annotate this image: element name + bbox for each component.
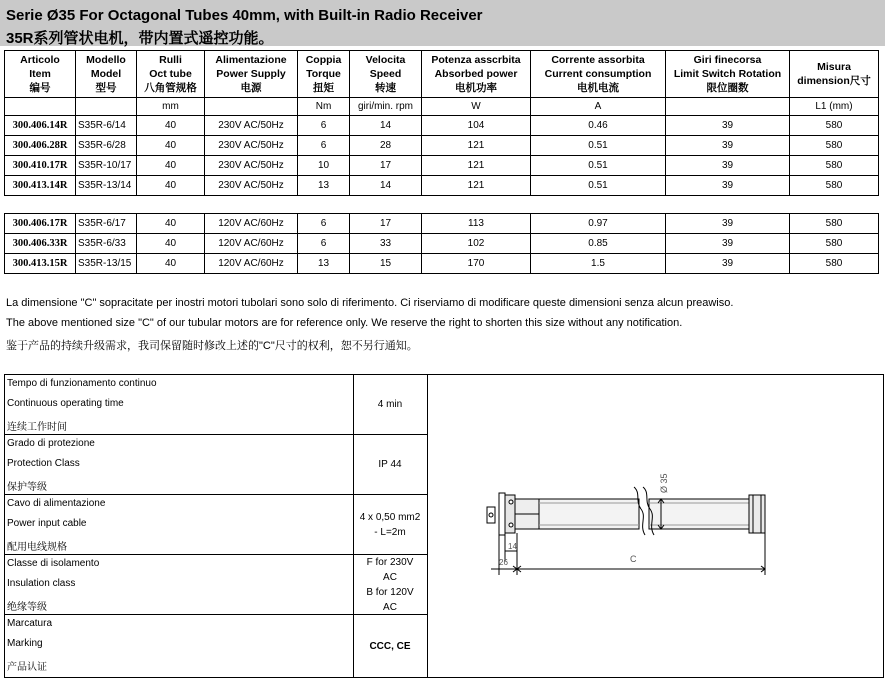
table-cell: 0.51 (531, 156, 666, 176)
table-cell: 580 (790, 156, 879, 176)
table-cell: 6 (298, 116, 350, 136)
table-row (5, 156, 879, 176)
header-line: 电机电流 (577, 82, 619, 94)
item-code-cell: 300.406.17R (5, 214, 76, 234)
header-line: 电源 (240, 82, 262, 94)
table-cell: 170 (422, 254, 531, 274)
properties-box (4, 374, 884, 678)
header-line: Item (29, 68, 51, 80)
table-cell: 14 (350, 176, 422, 196)
property-value: CCC, CE (369, 640, 411, 652)
header-line: Velocita (365, 54, 406, 66)
header-cell (5, 51, 76, 98)
unit-cell: giri/min. rpm (350, 98, 422, 116)
note-chinese: 鉴于产品的持续升级需求，我司保留随时修改上述的"C"尺寸的权利，恕不另行通知。 (6, 340, 418, 352)
header-line: dimension尺寸 (797, 75, 871, 87)
property-value-cell (353, 555, 427, 615)
property-value: IP 44 (378, 459, 402, 470)
table-cell: 14 (350, 116, 422, 136)
model-cell: S35R-13/15 (76, 254, 137, 274)
property-label-cell (5, 435, 353, 495)
table-cell: 0.97 (531, 214, 666, 234)
table-cell: 113 (422, 214, 531, 234)
property-value: AC (383, 601, 397, 613)
table-cell: 13 (298, 176, 350, 196)
table-cell: 0.85 (531, 234, 666, 254)
table-cell: 121 (422, 156, 531, 176)
table-cell: 40 (137, 116, 205, 136)
page-subtitle: 35R系列管状电机，带内置式遥控功能。 (6, 30, 274, 47)
unit-cell (5, 98, 76, 116)
header-cell (790, 51, 879, 98)
header-line: 限位圈数 (706, 82, 749, 94)
table-cell: 6 (298, 234, 350, 254)
property-label-en: Protection Class (7, 458, 80, 469)
table-cell: 0.51 (531, 176, 666, 196)
property-label-it: Marcatura (7, 618, 53, 629)
note-italian: La dimensione "C" sopracitate per inostri motori tubolari sono solo di riferimento. Ci riserviamo di modificare queste dimensioni senza alcun preawiso. (6, 297, 734, 309)
table-cell: 1.5 (531, 254, 666, 274)
table-cell: 17 (350, 156, 422, 176)
item-code-cell: 300.406.28R (5, 136, 76, 156)
property-value-cell (353, 615, 427, 677)
property-label-zh: 连续工作时间 (7, 422, 67, 433)
property-labels (5, 375, 354, 677)
header-line: 扭矩 (313, 82, 334, 94)
header-line: Giri finecorsa (693, 54, 762, 66)
table-cell: 39 (666, 136, 790, 156)
unit-cell: W (422, 98, 531, 116)
header-line: 型号 (95, 82, 117, 94)
table-cell: 120V AC/60Hz (205, 234, 298, 254)
table-cell: 15 (350, 254, 422, 274)
table-row (5, 136, 879, 156)
property-label-zh: 产品认证 (7, 662, 47, 673)
table-cell: 10 (298, 156, 350, 176)
table-row (5, 214, 879, 234)
table-cell: 0.51 (531, 136, 666, 156)
note-english: The above mentioned size "C" of our tubular motors are for reference only. We reserve the right to shorten this size without any notification. (6, 317, 683, 329)
table-cell: 39 (666, 116, 790, 136)
property-label-it: Cavo di alimentazione (7, 498, 106, 509)
item-code-cell: 300.413.14R (5, 176, 76, 196)
property-label-it: Tempo di funzionamento continuo (7, 378, 157, 389)
header-line: Absorbed power (434, 68, 518, 80)
page-title: Serie Ø35 For Octagonal Tubes 40mm, with Built-in Radio Receiver (6, 7, 483, 24)
header-line: Articolo (20, 54, 60, 66)
property-label-it: Grado di protezione (7, 438, 95, 449)
table-cell: 120V AC/60Hz (205, 254, 298, 274)
header-line: Coppia (305, 54, 342, 66)
unit-cell: mm (137, 98, 205, 116)
table-cell: 580 (790, 136, 879, 156)
motor-drawing-svg (429, 375, 883, 677)
table-cell: 40 (137, 254, 205, 274)
table-cell: 580 (790, 254, 879, 274)
table-cell: 104 (422, 116, 531, 136)
property-label-cell (5, 555, 353, 615)
model-cell: S35R-6/14 (76, 116, 137, 136)
table-cell: 120V AC/60Hz (205, 214, 298, 234)
property-value: F for 230V (366, 556, 414, 568)
spec-table-230v (4, 50, 879, 196)
property-label-cell (5, 375, 353, 435)
header-cell (350, 51, 422, 98)
table-cell: 230V AC/50Hz (205, 156, 298, 176)
table-cell: 40 (137, 214, 205, 234)
table-cell: 39 (666, 214, 790, 234)
property-label-zh: 绝缘等级 (7, 602, 47, 613)
table-cell: 102 (422, 234, 531, 254)
table-cell: 0.46 (531, 116, 666, 136)
header-line: Modello (86, 54, 126, 66)
table-cell: 40 (137, 234, 205, 254)
unit-cell (205, 98, 298, 116)
page-header (0, 0, 885, 46)
table-row (5, 176, 879, 196)
table-header-row (5, 51, 879, 98)
property-label-en: Marking (7, 638, 43, 649)
table-cell: 39 (666, 156, 790, 176)
model-cell: S35R-6/33 (76, 234, 137, 254)
table-cell: 40 (137, 136, 205, 156)
unit-cell: A (531, 98, 666, 116)
header-cell (531, 51, 666, 98)
header-line: Current consumption (544, 68, 652, 80)
header-line: Torque (306, 68, 341, 80)
table-cell: 230V AC/50Hz (205, 136, 298, 156)
header-line: Speed (369, 68, 402, 80)
header-line: Oct tube (149, 68, 192, 80)
table-row (5, 254, 879, 274)
unit-cell: Nm (298, 98, 350, 116)
diameter-label: Ø 35 (659, 473, 669, 493)
table-cell: 13 (298, 254, 350, 274)
property-label-it: Classe di isolamento (7, 558, 100, 569)
header-cell (137, 51, 205, 98)
motor-drawing (429, 375, 883, 677)
property-label-en: Continuous operating time (7, 398, 124, 409)
property-label-en: Power input cable (7, 518, 87, 529)
property-label-en: Insulation class (7, 578, 76, 589)
header-cell (298, 51, 350, 98)
table-cell: 33 (350, 234, 422, 254)
header-line: 八角管规格 (144, 82, 197, 94)
model-cell: S35R-6/28 (76, 136, 137, 156)
table-cell: 230V AC/50Hz (205, 176, 298, 196)
header-line: Model (90, 68, 122, 80)
header-line: Limit Switch Rotation (673, 68, 782, 80)
header-cell (76, 51, 137, 98)
property-value: B for 120V (366, 586, 414, 598)
table-cell: 39 (666, 234, 790, 254)
model-cell: S35R-10/17 (76, 156, 137, 176)
property-label-zh: 保护等级 (7, 482, 47, 493)
table-cell: 230V AC/50Hz (205, 116, 298, 136)
table-cell: 40 (137, 156, 205, 176)
header-cell (205, 51, 298, 98)
table-cell: 6 (298, 214, 350, 234)
table-cell: 40 (137, 176, 205, 196)
dim-c-label: C (630, 554, 637, 564)
table-cell: 580 (790, 116, 879, 136)
unit-cell (666, 98, 790, 116)
table-row (5, 116, 879, 136)
dim-26-label: 26 (499, 558, 508, 567)
table-cell: 121 (422, 136, 531, 156)
table-cell: 17 (350, 214, 422, 234)
header-line: Potenza asscrbita (431, 54, 521, 66)
property-value: AC (383, 571, 397, 583)
header-line: Alimentazione (215, 54, 287, 66)
dim-14-label: 14 (508, 542, 517, 551)
table-cell: 121 (422, 176, 531, 196)
header-line: 电机功率 (455, 82, 497, 94)
item-code-cell: 300.413.15R (5, 254, 76, 274)
table-cell: 39 (666, 176, 790, 196)
spec-table-120v (4, 213, 879, 274)
item-code-cell: 300.406.14R (5, 116, 76, 136)
table-units-row (5, 98, 879, 116)
model-cell: S35R-13/14 (76, 176, 137, 196)
header-line: 转速 (375, 82, 396, 94)
property-label-cell (5, 495, 353, 555)
item-code-cell: 300.406.33R (5, 234, 76, 254)
header-cell (422, 51, 531, 98)
table-cell: 580 (790, 214, 879, 234)
property-values (353, 375, 428, 677)
property-value: 4 min (377, 399, 403, 410)
property-value-cell (353, 495, 427, 555)
unit-cell (76, 98, 137, 116)
property-value: 4 x 0,50 mm2 (359, 511, 421, 523)
header-line: 编号 (29, 82, 51, 94)
unit-cell: L1 (mm) (790, 98, 879, 116)
header-line: Power Supply (216, 68, 286, 80)
header-line: Rulli (159, 54, 182, 66)
header-line: Corrente assorbita (551, 54, 645, 66)
model-cell: S35R-6/17 (76, 214, 137, 234)
table-cell: 580 (790, 176, 879, 196)
table-cell: 28 (350, 136, 422, 156)
property-label-zh: 配用电线规格 (7, 542, 67, 553)
property-value-cell (353, 435, 427, 495)
table-cell: 39 (666, 254, 790, 274)
item-code-cell: 300.410.17R (5, 156, 76, 176)
property-value: - L=2m (374, 526, 406, 538)
table-cell: 6 (298, 136, 350, 156)
header-cell (666, 51, 790, 98)
property-value-cell (353, 375, 427, 435)
table-row (5, 234, 879, 254)
header-line: Misura (817, 61, 851, 73)
property-label-cell (5, 615, 353, 677)
table-cell: 580 (790, 234, 879, 254)
